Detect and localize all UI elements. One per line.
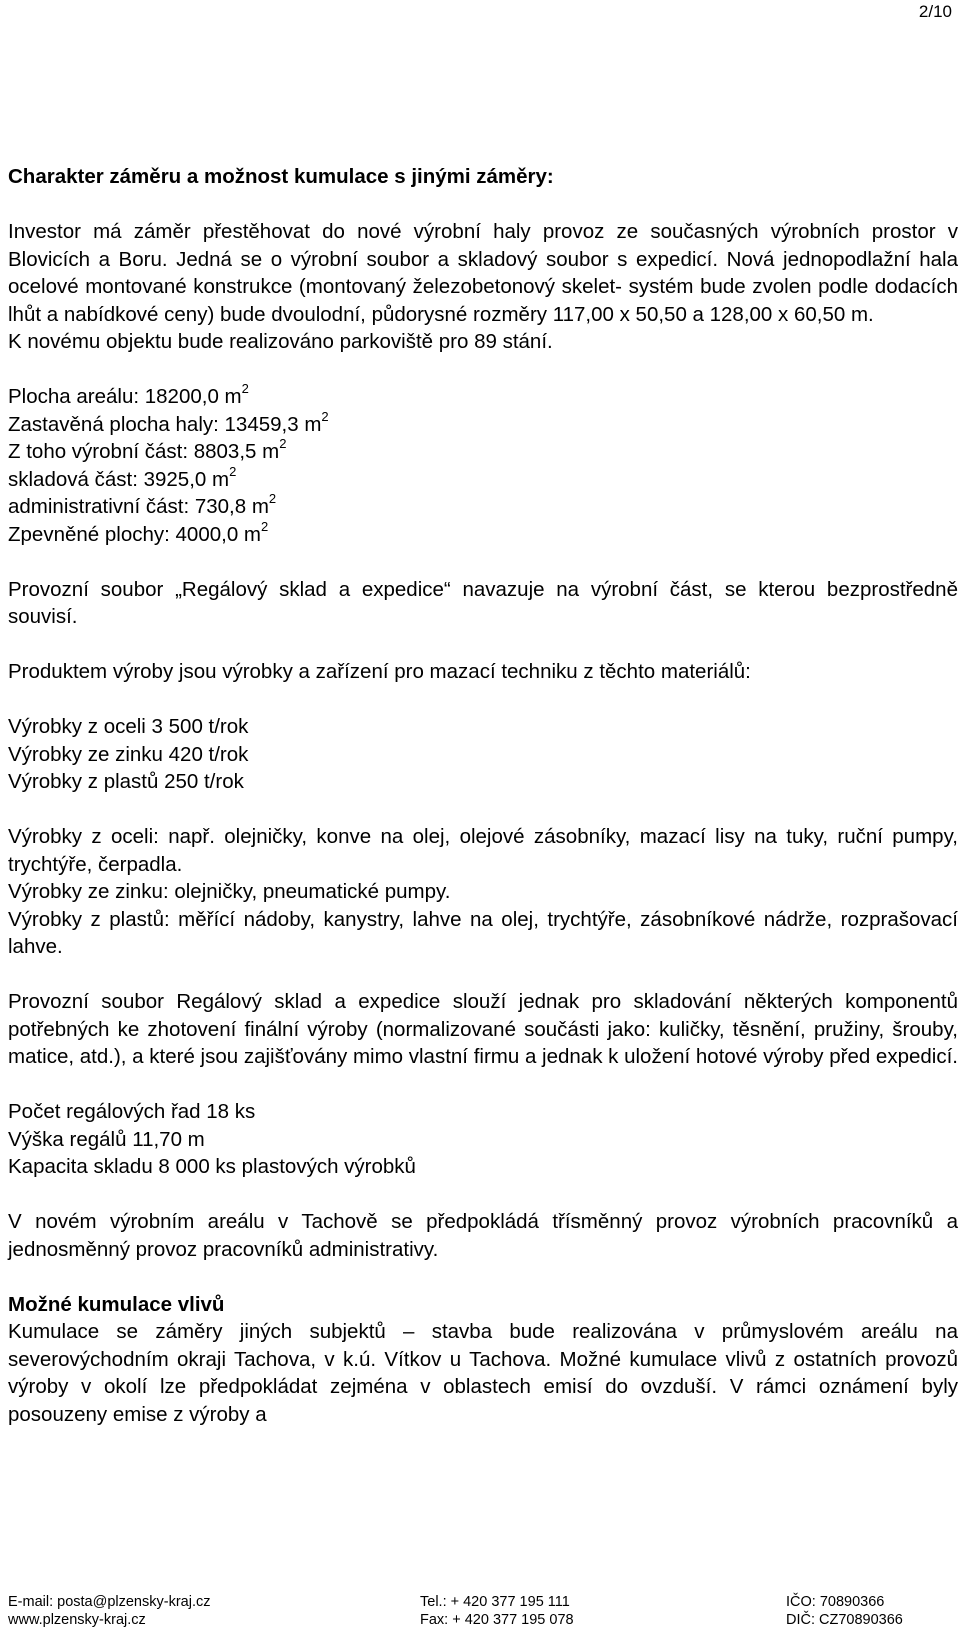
- quantity-line: Výrobky z plastů 250 t/rok: [8, 770, 244, 793]
- section-heading: Charakter záměru a možnost kumulace s jinými záměry:: [8, 165, 554, 188]
- sklad-paragraph: Provozní soubor Regálový sklad a expedice slouží jednak pro skladování některých komponentů potřebných ke zhotovení finální výroby (normalizované součásti jako: kuličky, těsnění, pružiny, šrouby, matice, atd.), a které jsou zajišťovány mimo vlastní firmu a jednak k uložení hotové výroby před expedicí.: [8, 990, 958, 1068]
- produkt-paragraph: Produktem výroby jsou výrobky a zařízení pro mazací techniku z těchto materiálů:: [8, 660, 751, 683]
- kumulace-paragraph: Kumulace se záměry jiných subjektů – stavba bude realizována v průmyslovém areálu na severovýchodním okraji Tachova, v k.ú. Vítkov u Tachova. Možné kumulace vlivů z ostatních provozů výroby v okolí lze předpokládat zejména v oblastech emisí do ovzduší. V rámci oznámení byly posouzeny emise z výroby a: [8, 1320, 958, 1426]
- quantity-line: Výrobky ze zinku 420 t/rok: [8, 742, 249, 766]
- area-line: skladová část: 3925,0 $m^2$: [8, 463, 237, 491]
- area-list: [8, 383, 958, 548]
- soubor-paragraph: Provozní soubor „Regálový sklad a expedice“ navazuje na výrobní část, se kterou bezprostředně souvisí.: [8, 577, 958, 628]
- storage-line: Kapacita skladu 8 000 ks plastových výrobků: [8, 1155, 416, 1178]
- area-line: administrativní část: 730,8 $m^2$: [8, 491, 277, 518]
- area-line: Zastavěná plocha haly: 13459,3 $m^2$: [8, 408, 329, 436]
- parking-paragraph: K novému objektu bude realizováno parkoviště pro 89 stání.: [8, 330, 553, 353]
- storage-line: Výška regálů 11,70 m: [8, 1127, 205, 1151]
- page-number: 2/10: [918, 2, 952, 21]
- footer-tel: Tel.: + 420 377 195 111: [420, 1594, 570, 1610]
- quantity-list: [8, 713, 958, 796]
- footer-web: www.plzensky-kraj.cz: [8, 1612, 146, 1628]
- oceli-paragraph: Výrobky z oceli: např. olejničky, konve na olej, olejové zásobníky, mazací lisy na tuky, ruční pumpy, trychtýře, čerpadla.: [8, 825, 958, 876]
- footer-email: E-mail: posta@plzensky-kraj.cz: [8, 1594, 211, 1610]
- quantity-line: Výrobky z oceli 3 500 t/rok: [8, 715, 249, 738]
- area-line: Z toho výrobní část: 8803,5 $m^2$: [8, 436, 287, 463]
- storage-list: [8, 1098, 958, 1181]
- area-line: Plocha areálu: 18200,0 $m^2$: [8, 381, 249, 408]
- document-body: [8, 163, 958, 1428]
- provoz-paragraph: V novém výrobním areálu v Tachově se předpokládá třísměnný provoz výrobních pracovníků a jednosměnný provoz pracovníků administrativy.: [8, 1210, 958, 1261]
- footer-ico: IČO: 70890366: [786, 1594, 885, 1610]
- area-line: Zpevněné plochy: 4000,0 $m^2$: [8, 518, 269, 546]
- section-heading-cumulation: Možné kumulace vlivů: [8, 1292, 225, 1316]
- zinku-paragraph: Výrobky ze zinku: olejničky, pneumatické pumpy.: [8, 880, 451, 903]
- storage-line: Počet regálových řad 18 ks: [8, 1100, 256, 1123]
- page-footer: [8, 1593, 958, 1629]
- footer-fax: Fax: + 420 377 195 078: [420, 1612, 574, 1628]
- footer-dic: DIČ: CZ70890366: [786, 1612, 903, 1628]
- intro-paragraph: Investor má záměr přestěhovat do nové výrobní haly provoz ze současných výrobních prostor v Blovicích a Boru. Jedná se o výrobní soubor a skladový soubor s expedicí. Nová jednopodlažní hala ocelové montované konstrukce (montovaný železobetonový skelet- systém bude zvolen podle dodacích lhůt a nabídkové ceny) bude dvoulodní, půdorysné rozměry 117,00 x 50,50 a 128,00 x 60,50 m.: [8, 220, 958, 326]
- plastu-paragraph: Výrobky z plastů: měřící nádoby, kanystry, lahve na olej, trychtýře, zásobníkové nádrže, rozprašovací lahve.: [8, 907, 958, 958]
